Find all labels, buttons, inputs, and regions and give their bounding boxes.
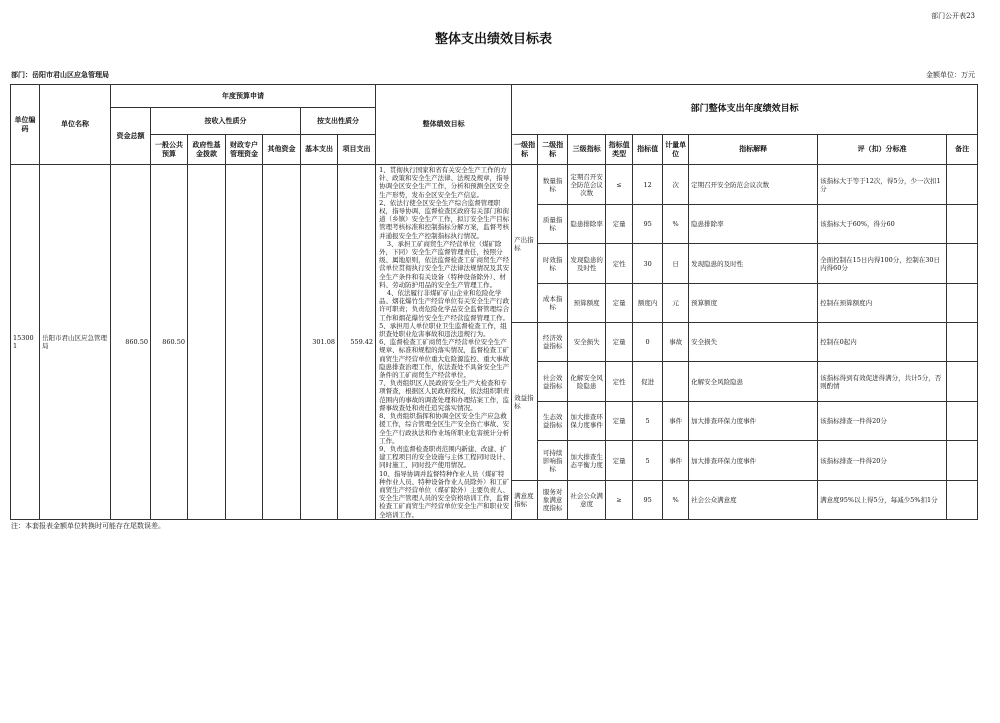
scoring-cell: 该指标大于60%，得分60 xyxy=(818,205,947,244)
fiscal-account-value xyxy=(226,165,263,520)
goal-paragraph: 8、负责组织指挥和协调全区安全生产应急救援工作，综合管理全区生产安全伤亡事故、安全生产行政执法和作业场所职业危害统计分析工作。 xyxy=(379,412,510,445)
remark-cell xyxy=(947,165,978,205)
header-total-funds: 资金总额 xyxy=(111,108,151,165)
measure-unit-cell: 事故 xyxy=(663,323,689,362)
scoring-cell: 该指标排查一件得20分 xyxy=(818,441,947,481)
goal-paragraph: 6、监督检查工矿商贸生产经营单位安全生产规章、标准和规程的落实情况，监督检查工矿商贸生产经营单位重大危险源监控、重大事故隐患排查治理工作，依法查处不具备安全生产条件的工矿商贸生产经营单位。 xyxy=(379,338,510,380)
indicator-value-cell: 额度内 xyxy=(633,284,663,323)
remark-cell xyxy=(947,323,978,362)
measure-unit-cell: 事件 xyxy=(663,441,689,481)
explanation-cell: 加大排查环保力度事件 xyxy=(689,441,818,481)
remark-cell xyxy=(947,244,978,284)
explanation-cell: 定期召开安全防范会议次数 xyxy=(689,165,818,205)
measure-unit-cell xyxy=(663,362,689,402)
header-level2: 二级指标 xyxy=(538,135,568,165)
scoring-cell: 该指标得到有效促进得满分，共计5分，否则酌情 xyxy=(818,362,947,402)
measure-unit-cell: 事件 xyxy=(663,402,689,441)
header-by-expense: 按支出性质分 xyxy=(301,108,376,135)
level2-cell: 经济效益指标 xyxy=(538,323,568,362)
value-type-cell: 定性 xyxy=(606,362,633,402)
level2-cell: 生态效益指标 xyxy=(538,402,568,441)
value-type-cell: 定量 xyxy=(606,284,633,323)
indicator-value-cell: 95 xyxy=(633,481,663,520)
indicator-value-cell: 5 xyxy=(633,402,663,441)
measure-unit-cell: % xyxy=(663,481,689,520)
goal-paragraph: 1、贯彻执行国家和省有关安全生产工作的方针、政策和安全生产法律、法规及规章，指导协调全区安全生产工作，分析和预测全区安全生产形势，发布全区安全生产信息。 xyxy=(379,166,510,199)
level3-cell: 加大排查生态平衡力度 xyxy=(568,441,606,481)
header-gov-fund: 政府性基金拨款 xyxy=(188,135,226,165)
header-row xyxy=(11,85,978,108)
header-by-income: 按收入性质分 xyxy=(151,108,301,135)
scoring-cell: 该指标大于等于12次，得5分，少一次扣1分 xyxy=(818,165,947,205)
goal-paragraph: 2、依法行使全区安全生产综合监督管理职权，指导协调、监督检查区政府有关部门和街道（乡镇）安全生产工作，拟订安全生产目标管理考核标准和控制指标分解方案，监督考核并通报安全生产控制指标执行情况。 xyxy=(379,198,510,240)
level1-cell: 满意度指标 xyxy=(512,481,538,520)
level3-cell: 社会公众满意度 xyxy=(568,481,606,520)
gov-fund-value xyxy=(188,165,226,520)
scoring-cell: 该指标排查一件得20分 xyxy=(818,402,947,441)
header-unit-name: 单位名称 xyxy=(40,85,111,165)
header-basic-expense: 基本支出 xyxy=(301,135,338,165)
scoring-cell: 控制在预算额度内 xyxy=(818,284,947,323)
level2-cell: 质量指标 xyxy=(538,205,568,244)
header-level1: 一级指标 xyxy=(512,135,538,165)
explanation-cell: 发现隐患的及时性 xyxy=(689,244,818,284)
goal-paragraph: 3、承担工矿商贸生产经营单位（煤矿除外，下同）安全生产监督管理责任，按照分级、属地原则，依法监督检查工矿商贸生产经营单位贯彻执行安全生产法律法规情况及其安全生产条件和有关设备（特种设备除外）、材料、劳动防护用品的安全生产管理工作。 xyxy=(379,239,510,289)
table-row xyxy=(11,165,978,205)
level2-cell: 社会效益指标 xyxy=(538,362,568,402)
header-remark: 备注 xyxy=(947,135,978,165)
value-type-cell: 定量 xyxy=(606,323,633,362)
value-type-cell: 定量 xyxy=(606,402,633,441)
remark-cell xyxy=(947,441,978,481)
unit-name: 岳阳市君山区应急管理局 xyxy=(40,165,111,520)
overall-goal-cell xyxy=(376,165,512,520)
other-funds-value xyxy=(263,165,301,520)
department-label: 部门：岳阳市君山区应急管理局 xyxy=(11,71,109,79)
level3-cell: 隐患排除率 xyxy=(568,205,606,244)
header-annual-budget: 年度预算申请 xyxy=(111,85,376,108)
indicator-value-cell: 12 xyxy=(633,165,663,205)
remark-cell xyxy=(947,205,978,244)
level2-cell: 可持续影响指标 xyxy=(538,441,568,481)
header-fiscal-account: 财政专户管理资金 xyxy=(226,135,263,165)
value-type-cell: ≤ xyxy=(606,165,633,205)
level3-cell: 加大排查环保力度事件 xyxy=(568,402,606,441)
indicator-value-cell: 5 xyxy=(633,441,663,481)
amount-unit-label: 金额单位：万元 xyxy=(926,71,975,79)
scoring-cell: 满意度95%以上得5分，每减少5%扣1分 xyxy=(818,481,947,520)
project-expense-value: 559.42 xyxy=(338,165,376,520)
goal-paragraph: 7、负责组织区人民政府安全生产大检查和专项督查，根据区人民政府授权，依法组织职责范围内的事故的调查处理和办理结案工作，监督事故查处和责任追究落实情况。 xyxy=(379,379,510,412)
header-scoring: 评（扣）分标准 xyxy=(818,135,947,165)
explanation-cell: 安全损失 xyxy=(689,323,818,362)
explanation-cell: 预算额度 xyxy=(689,284,818,323)
level3-cell: 预算额度 xyxy=(568,284,606,323)
indicator-value-cell: 0 xyxy=(633,323,663,362)
remark-cell xyxy=(947,402,978,441)
scoring-cell: 全面控制在15日内得100分，控制在30日内得60分 xyxy=(818,244,947,284)
measure-unit-cell: 次 xyxy=(663,165,689,205)
header-project-expense: 项目支出 xyxy=(338,135,376,165)
level2-cell: 时效指标 xyxy=(538,244,568,284)
page-title: 整体支出绩效目标表 xyxy=(434,32,552,47)
general-budget-value: 860.50 xyxy=(151,165,188,520)
remark-cell xyxy=(947,284,978,323)
measure-unit-cell: % xyxy=(663,205,689,244)
goal-paragraph: 10、指导协调并监督特种作业人员（煤矿特种作业人员、特种设备作业人员除外）和工矿商贸生产经营单位（煤矿除外）主要负责人、安全生产管理人员的安全资格培训工作，监督检查工矿商贸生产经营单位安全生产和职业安全培训工作。 xyxy=(379,469,510,518)
remark-cell xyxy=(947,362,978,402)
basic-expense-value: 301.08 xyxy=(301,165,338,520)
measure-unit-cell: 元 xyxy=(663,284,689,323)
overall-goal-text xyxy=(379,166,509,518)
unit-code: 153001 xyxy=(11,165,40,520)
header-other-funds: 其他资金 xyxy=(263,135,301,165)
explanation-cell: 隐患排除率 xyxy=(689,205,818,244)
goal-paragraph: 5、承担用人单位职业卫生监督检查工作，组织查处职业危害事故和违法违规行为。 xyxy=(379,321,507,339)
explanation-cell: 社会公众满意度 xyxy=(689,481,818,520)
header-value: 指标值 xyxy=(633,135,663,165)
header-explanation: 指标解释 xyxy=(689,135,818,165)
header-dept-goal: 部门整体支出年度绩效目标 xyxy=(512,85,978,135)
header-unit-code: 单位编码 xyxy=(11,85,40,165)
remark-cell xyxy=(947,481,978,520)
measure-unit-cell: 日 xyxy=(663,244,689,284)
header-unit: 计量单位 xyxy=(663,135,689,165)
footnote: 注：本套报表金额单位转换时可能存在尾数误差。 xyxy=(11,522,165,530)
value-type-cell: 定量 xyxy=(606,205,633,244)
level2-cell: 服务对象满意度指标 xyxy=(538,481,568,520)
level3-cell: 定期召开安全防范会议次数 xyxy=(568,165,606,205)
scoring-cell: 控制在0起内 xyxy=(818,323,947,362)
level1-cell: 产出指标 xyxy=(512,165,538,323)
explanation-cell: 化解安全风险隐患 xyxy=(689,362,818,402)
header-level3: 三级指标 xyxy=(568,135,606,165)
indicator-value-cell: 促进 xyxy=(633,362,663,402)
level2-cell: 成本指标 xyxy=(538,284,568,323)
value-type-cell: 定性 xyxy=(606,244,633,284)
level3-cell: 发现隐患的及时性 xyxy=(568,244,606,284)
total-funds-value: 860.50 xyxy=(111,165,151,520)
performance-target-table xyxy=(10,84,978,520)
goal-paragraph: 4、依法履行非煤矿矿山企业和危险化学品、烟花爆竹生产经营单位有关安全生产行政许可职责；负责危险化学品安全监督管理综合工作和烟花爆竹安全生产经营监督管理工作。 xyxy=(379,289,510,322)
indicator-value-cell: 95 xyxy=(633,205,663,244)
page-code: 部门公开表23 xyxy=(931,12,975,20)
level3-cell: 化解安全风险隐患 xyxy=(568,362,606,402)
header-overall-goal: 整体绩效目标 xyxy=(376,85,512,165)
value-type-cell: 定量 xyxy=(606,441,633,481)
header-general-budget: 一般公共预算 xyxy=(151,135,188,165)
level3-cell: 安全损失 xyxy=(568,323,606,362)
indicator-value-cell: 30 xyxy=(633,244,663,284)
explanation-cell: 加大排查环保力度事件 xyxy=(689,402,818,441)
goal-paragraph: 9、负责监督检查职责范围内新建、改建、扩建工程项目的安全设施与主体工程同时设计、同时施工、同时投产使用情况。 xyxy=(379,444,510,470)
header-value-type: 指标值类型 xyxy=(606,135,633,165)
level1-cell: 效益指标 xyxy=(512,323,538,481)
level2-cell: 数量指标 xyxy=(538,165,568,205)
value-type-cell: ≥ xyxy=(606,481,633,520)
